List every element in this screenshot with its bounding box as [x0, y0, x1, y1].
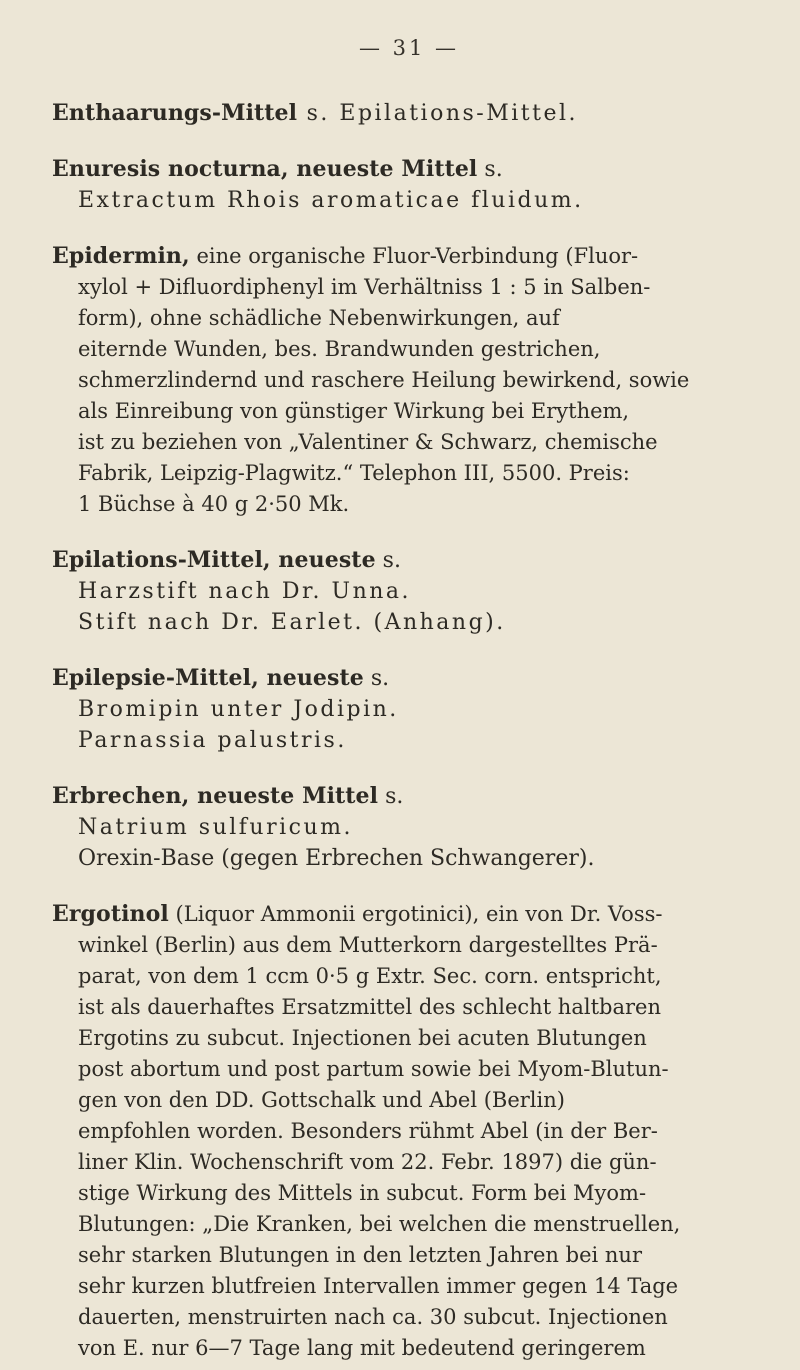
- entry-body-line: form), ohne schädliche Nebenwirkungen, auf: [78, 306, 560, 330]
- entry-body-line: ist zu beziehen von „Valentiner & Schwarz, chemische: [78, 430, 658, 454]
- entry-epilations-mittel: [52, 545, 756, 638]
- entry-enthaarungs-mittel: [52, 98, 756, 129]
- entry-body-line: als Einreibung von günstiger Wirkung bei Erythem,: [78, 399, 630, 423]
- entry-epidermin: [52, 241, 756, 520]
- entry-body-line: eiternde Wunden, bes. Brandwunden gestrichen,: [78, 337, 601, 361]
- entry-head-line: [52, 154, 756, 185]
- entry-see-also: s.: [375, 548, 401, 573]
- entry-first-line: [52, 241, 756, 272]
- entry-headword: Epilepsie-Mittel, neueste: [52, 665, 364, 691]
- entry-body-line: xylol + Difluordiphenyl im Verhältniss 1 : 5 in Salben-: [78, 275, 651, 299]
- entry-body-line: empfohlen worden. Besonders rühmt Abel (in der Ber-: [78, 1119, 658, 1143]
- entry-epilepsie-mittel: [52, 663, 756, 756]
- entry-headword: Epidermin,: [52, 243, 190, 269]
- entry-sub-item: Orexin-Base (gegen Erbrechen Schwangerer).: [78, 846, 595, 871]
- entry-body-line: parat, von dem 1 ccm 0·5 g Extr. Sec. corn. entspricht,: [78, 964, 662, 988]
- entry-text: eine organische Fluor-Verbindung (Fluor-: [189, 244, 639, 268]
- entry-body-line: post abortum und post partum sowie bei Myom-Blutun-: [78, 1057, 669, 1081]
- entry-body-line: liner Klin. Wochenschrift vom 22. Febr. 1897) die gün-: [78, 1150, 657, 1174]
- entry-ergotinol: [52, 899, 756, 1364]
- entry-enuresis-nocturna: [52, 154, 756, 216]
- entry-see-also: s.: [477, 157, 503, 182]
- entry-reference: s. Epilations-Mittel.: [297, 101, 579, 126]
- entry-body-line: gen von den DD. Gottschalk und Abel (Berlin): [78, 1088, 565, 1112]
- entry-sub-item: Bromipin unter Jodipin.: [78, 697, 399, 722]
- page-number: — 31 —: [358, 36, 460, 60]
- entry-body-line: 1 Büchse à 40 g 2·50 Mk.: [78, 492, 350, 516]
- entry-body-line: sehr kurzen blutfreien Intervallen immer gegen 14 Tage: [78, 1274, 679, 1298]
- entry-head-line: [52, 781, 756, 812]
- entry-text: (Liquor Ammonii ergotinici), ein von Dr. Voss-: [168, 902, 663, 926]
- entry-body-line: winkel (Berlin) aus dem Mutterkorn dargestelltes Prä-: [78, 933, 658, 957]
- entry-body-line: Blutungen: „Die Kranken, bei welchen die menstruellen,: [78, 1212, 681, 1236]
- entry-see-also: s.: [378, 784, 404, 809]
- entry-sub-item: Parnassia palustris.: [78, 728, 347, 753]
- entry-body-line: Fabrik, Leipzig-Plagwitz.“ Telephon III, 5500. Preis:: [78, 461, 630, 485]
- entry-erbrechen: [52, 781, 756, 874]
- entry-sub-item: Stift nach Dr. Earlet. (Anhang).: [78, 610, 506, 635]
- entry-headword: Erbrechen, neueste Mittel: [52, 783, 379, 809]
- entry-headword: Enuresis nocturna, neueste Mittel: [52, 156, 478, 182]
- entry-first-line: [52, 899, 756, 930]
- entry-head-line: [52, 98, 756, 129]
- entry-see-also: s.: [363, 666, 390, 691]
- entry-body-line: schmerzlindernd und raschere Heilung bewirkend, sowie: [78, 368, 690, 392]
- entry-sub-item: Harzstift nach Dr. Unna.: [78, 579, 412, 604]
- entry-headword: Ergotinol: [52, 901, 169, 927]
- entry-headword: Enthaarungs-Mittel: [52, 100, 298, 126]
- entry-sub-item: Natrium sulfuricum.: [78, 815, 353, 840]
- entry-body-line: von E. nur 6—7 Tage lang mit bedeutend geringerem: [78, 1336, 646, 1360]
- entry-body-line: Ergotins zu subcut. Injectionen bei acuten Blutungen: [78, 1026, 647, 1050]
- entry-headword: Epilations-Mittel, neueste: [52, 547, 376, 573]
- entry-body-line: ist als dauerhaftes Ersatzmittel des schlecht haltbaren: [78, 995, 661, 1019]
- entry-head-line: [52, 545, 756, 576]
- entry-head-line: [52, 663, 756, 694]
- entry-sub-item: Extractum Rhois aromaticae fluidum.: [78, 188, 584, 213]
- entry-body-line: sehr starken Blutungen in den letzten Jahren bei nur: [78, 1243, 642, 1267]
- entry-body-line: dauerten, menstruirten nach ca. 30 subcut. Injectionen: [78, 1305, 668, 1329]
- entry-body-line: stige Wirkung des Mittels in subcut. Form bei Myom-: [78, 1181, 647, 1205]
